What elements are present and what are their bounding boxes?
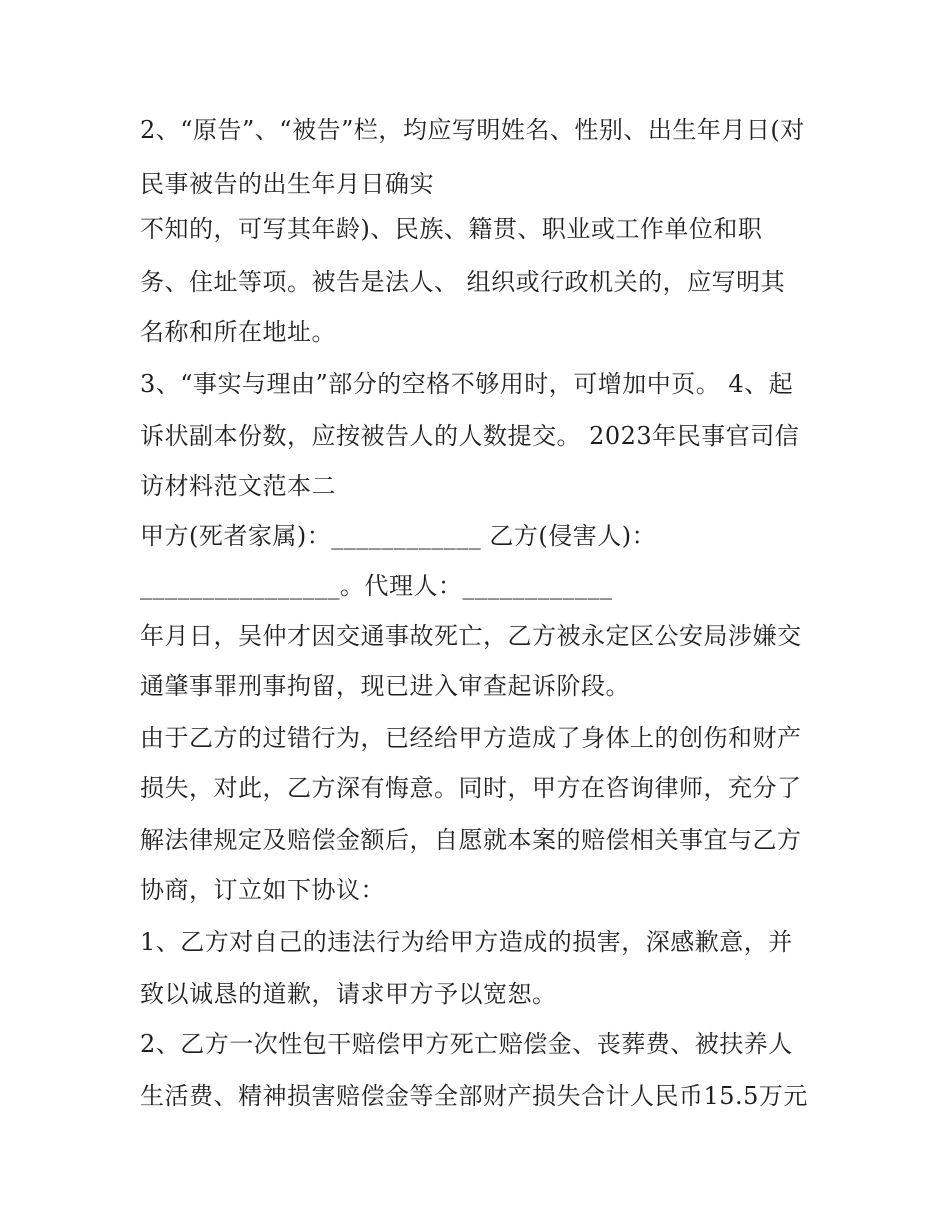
- text-line: 民事被告的出生年月日确实: [140, 170, 434, 198]
- text-line: 解法律规定及赔偿金额后，自愿就本案的赔偿相关事宜与乙方: [140, 826, 802, 854]
- text-line: 由于乙方的过错行为，已经给甲方造成了身体上的创伤和财产: [140, 724, 802, 752]
- text-line: 协商，订立如下协议：: [140, 876, 385, 904]
- text-line: 致以诚恳的道歉，请求甲方予以宽恕。: [140, 980, 557, 1008]
- text-line: 通肇事罪刑事拘留，现已进入审查起诉阶段。: [140, 672, 630, 700]
- text-line: 访材料范文范本二: [140, 472, 336, 500]
- text-line: 甲方(死者家属)：____________ 乙方(侵害人)：: [140, 522, 657, 550]
- text-line: 2、乙方一次性包干赔偿甲方死亡赔偿金、丧葬费、被扶养人: [140, 1030, 793, 1058]
- text-line: 名称和所在地址。: [140, 318, 336, 346]
- text-line: 2、“原告”、“被告”栏，均应写明姓名、性别、出生年月日(对: [140, 116, 805, 144]
- text-line: 诉状副本份数，应按被告人的人数提交。 2023年民事官司信: [140, 422, 800, 450]
- text-line: 生活费、精神损害赔偿金等全部财产损失合计人民币15.5万元: [140, 1082, 808, 1110]
- text-line: 1、乙方对自己的违法行为给甲方造成的损害，深感歉意，并: [140, 928, 793, 956]
- text-line: 年月日，吴仲才因交通事故死亡，乙方被永定区公安局涉嫌交: [140, 622, 802, 650]
- text-line: 务、住址等项。被告是法人、 组织或行政机关的，应写明其: [140, 268, 786, 296]
- text-line: ________________。代理人：____________: [140, 572, 613, 600]
- text-line: 不知的，可写其年龄)、民族、籍贯、职业或工作单位和职: [140, 215, 763, 243]
- text-line: 损失，对此，乙方深有悔意。同时，甲方在咨询律师，充分了: [140, 774, 802, 802]
- text-line: 3、“事实与理由”部分的空格不够用时，可增加中页。 4、起: [140, 370, 794, 398]
